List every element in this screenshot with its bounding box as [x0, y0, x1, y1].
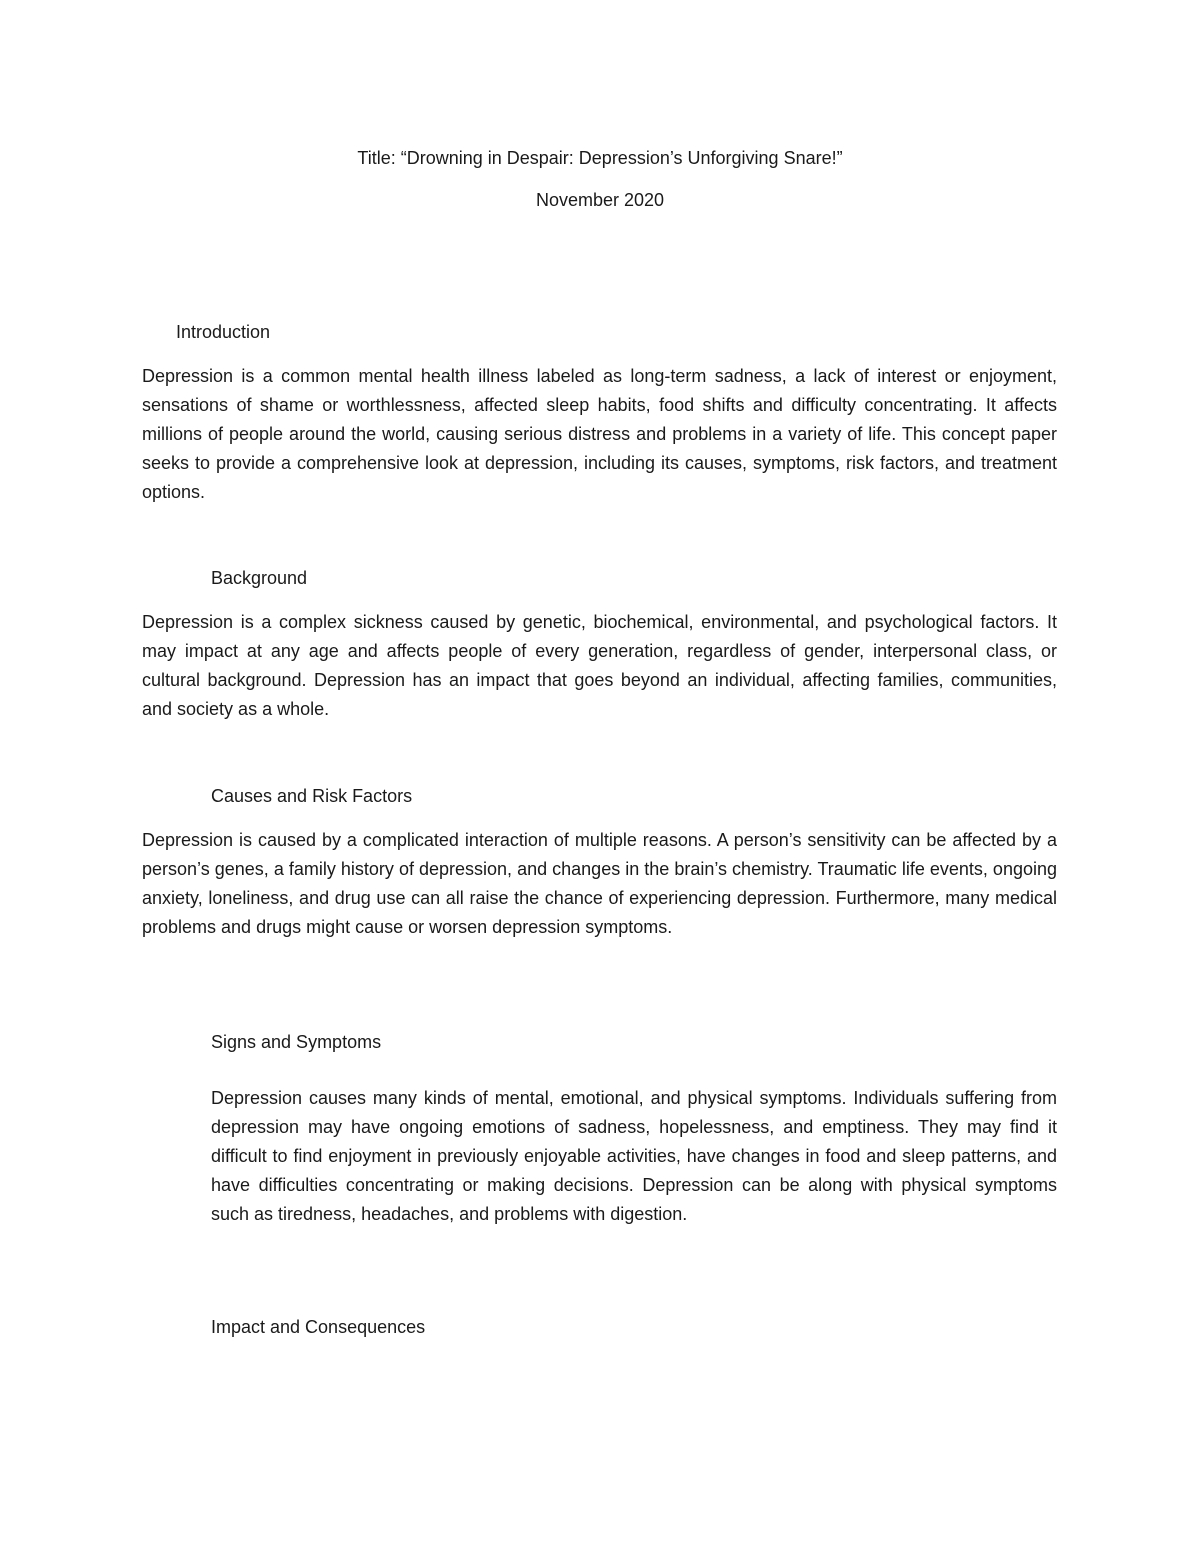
impact-heading: Impact and Consequences — [211, 1317, 426, 1337]
signs-paragraph: Depression causes many kinds of mental, emotional, and physical symptoms. Individuals suffering from depression may have ongoing emotions of sadness, hopelessness, and emptiness. They may find it difficult to find enjoyment in previously enjoyable activities, have changes in food and sleep patterns, and have difficulties concentrating or making decisions. Depression can be along with physical symptoms such as tiredness, headaches, and problems with digestion. — [211, 1088, 1057, 1224]
document-date: November 2020 — [535, 190, 665, 210]
signs-heading: Signs and Symptoms — [211, 1032, 382, 1052]
introduction-paragraph: Depression is a common mental health illness labeled as long-term sadness, a lack of interest or enjoyment, sensations of shame or worthlessness, affected sleep habits, food shifts and difficulty concentrating. It affects millions of people around the world, causing serious distress and problems in a variety of life. This concept paper seeks to provide a comprehensive look at depression, including its causes, symptoms, risk factors, and treatment options. — [142, 366, 1057, 502]
background-heading: Background — [211, 568, 308, 588]
introduction-heading: Introduction — [176, 322, 271, 342]
causes-paragraph: Depression is caused by a complicated interaction of multiple reasons. A person’s sensitivity can be affected by a person’s genes, a family history of depression, and changes in the brain’s chemistry. Traumatic life events, ongoing anxiety, loneliness, and drug use can all raise the chance of experiencing depression. Furthermore, many medical problems and drugs might cause or worsen depression symptoms. — [142, 830, 1057, 937]
document-title: Title: “Drowning in Despair: Depression’s Unforgiving Snare!” — [357, 148, 843, 168]
causes-heading: Causes and Risk Factors — [211, 786, 413, 806]
background-paragraph: Depression is a complex sickness caused by genetic, biochemical, environmental, and psychological factors. It may impact at any age and affects people of every generation, regardless of gender, interpersonal class, or cultural background. Depression has an impact that goes beyond an individual, affecting families, communities, and society as a whole. — [142, 612, 1057, 719]
